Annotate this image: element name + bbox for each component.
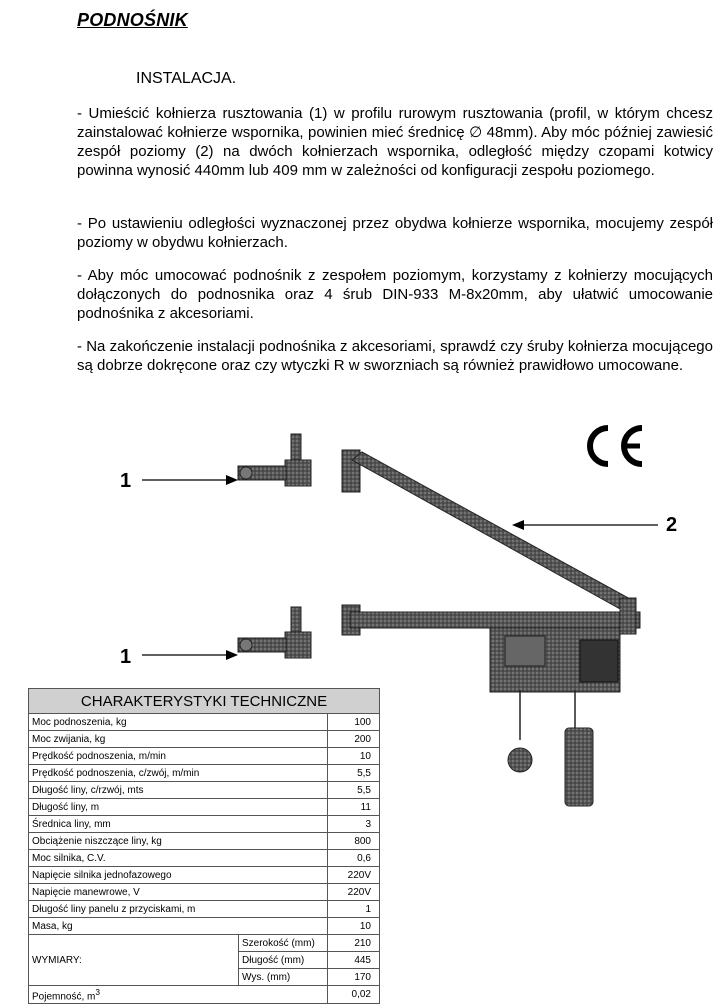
row-value: 210 <box>328 935 380 952</box>
row-value: 3 <box>328 816 380 833</box>
row-label: Długość liny, m <box>29 799 328 816</box>
label-arm: 2 <box>666 514 678 536</box>
dimension-sub-label: Szerokość (mm) <box>239 935 328 952</box>
table-row <box>29 918 380 935</box>
table-row <box>29 731 380 748</box>
table-row <box>29 901 380 918</box>
row-value: 100 <box>328 714 380 731</box>
row-value: 220V <box>328 867 380 884</box>
row-label: Moc podnoszenia, kg <box>29 714 328 731</box>
row-label: Długość liny, c/rzwój, mts <box>29 782 328 799</box>
row-label: Prędkość podnoszenia, c/zwój, m/min <box>29 765 328 782</box>
arrow-top-icon <box>140 470 240 490</box>
row-value: 0,6 <box>328 850 380 867</box>
row-value: 10 <box>328 748 380 765</box>
capacity-unit-exponent: 3 <box>95 987 100 997</box>
paragraph-1: - Umieścić kołnierza rusztowania (1) w profilu rurowym rusztowania (profil, w którym chcesz zainstalować kołnierze wspornika, powinien mieć średnicę ∅ 48mm). Aby móc później zawiesić zespół poziomy (2) na dwóch kołnierzach wspornika, odległość między czopami kotwicy powinna wynosić 440mm lub 409 mm w zależności od konfiguracji zespołu poziomego. <box>77 105 713 179</box>
row-label: Napięcie manewrowe, V <box>29 884 328 901</box>
table-row <box>29 765 380 782</box>
label-flange-top: 1 <box>120 470 132 492</box>
row-value: 1 <box>328 901 380 918</box>
row-value: 11 <box>328 799 380 816</box>
dimensions-label: WYMIARY: <box>29 935 239 986</box>
table-row <box>29 714 380 731</box>
row-value: 10 <box>328 918 380 935</box>
table-row <box>29 867 380 884</box>
paragraph-4: - Na zakończenie instalacji podnośnika z akcesoriami, sprawdź czy śruby kołnierza mocującego są dobrze dokręcone oraz czy wtyczki R w sworzniach są również prawidłowo umocowane. <box>77 338 713 374</box>
page-title: PODNOŚNIK <box>77 10 188 30</box>
table-row <box>29 935 380 952</box>
table-row <box>29 850 380 867</box>
row-value: 445 <box>328 952 380 969</box>
row-value: 220V <box>328 884 380 901</box>
row-label: Średnica liny, mm <box>29 816 328 833</box>
table-row <box>29 986 380 1004</box>
row-value: 800 <box>328 833 380 850</box>
row-label: Moc silnika, C.V. <box>29 850 328 867</box>
arrow-bottom-icon <box>140 645 240 665</box>
row-value: 5,5 <box>328 765 380 782</box>
table-row <box>29 799 380 816</box>
row-label: Moc zwijania, kg <box>29 731 328 748</box>
row-label: Obciążenie niszczące liny, kg <box>29 833 328 850</box>
row-label: Masa, kg <box>29 918 328 935</box>
row-value: 200 <box>328 731 380 748</box>
row-label: Długość liny panelu z przyciskami, m <box>29 901 328 918</box>
table-row <box>29 816 380 833</box>
dimension-sub-label: Wys. (mm) <box>239 969 328 986</box>
table-row <box>29 833 380 850</box>
label-flange-bottom: 1 <box>120 646 132 668</box>
row-value: 0,02 <box>328 986 380 1004</box>
row-label: Napięcie silnika jednofazowego <box>29 867 328 884</box>
section-title: INSTALACJA. <box>136 70 237 87</box>
row-label: Prędkość podnoszenia, m/min <box>29 748 328 765</box>
paragraph-2: - Po ustawieniu odległości wyznaczonej przez obydwa kołnierze wspornika, mocujemy zespół poziomy w obydwu kołnierzach. <box>77 215 713 251</box>
dimension-sub-label: Długość (mm) <box>239 952 328 969</box>
table-row <box>29 782 380 799</box>
row-value: 170 <box>328 969 380 986</box>
specs-table <box>28 688 380 1004</box>
table-row <box>29 748 380 765</box>
row-value: 5,5 <box>328 782 380 799</box>
row-label <box>29 986 328 1004</box>
specs-table-header: CHARAKTERYSTYKI TECHNICZNE <box>29 689 380 714</box>
paragraph-3: - Aby móc umocować podnośnik z zespołem poziomym, korzystamy z kołnierzy mocujących dołączonych do podnosnika oraz 4 śrub DIN-933 M-8x20mm, aby ułatwić umocowanie podnośnika z akcesoriami. <box>77 267 713 322</box>
capacity-label: Pojemność, m <box>32 991 96 1003</box>
table-row <box>29 884 380 901</box>
